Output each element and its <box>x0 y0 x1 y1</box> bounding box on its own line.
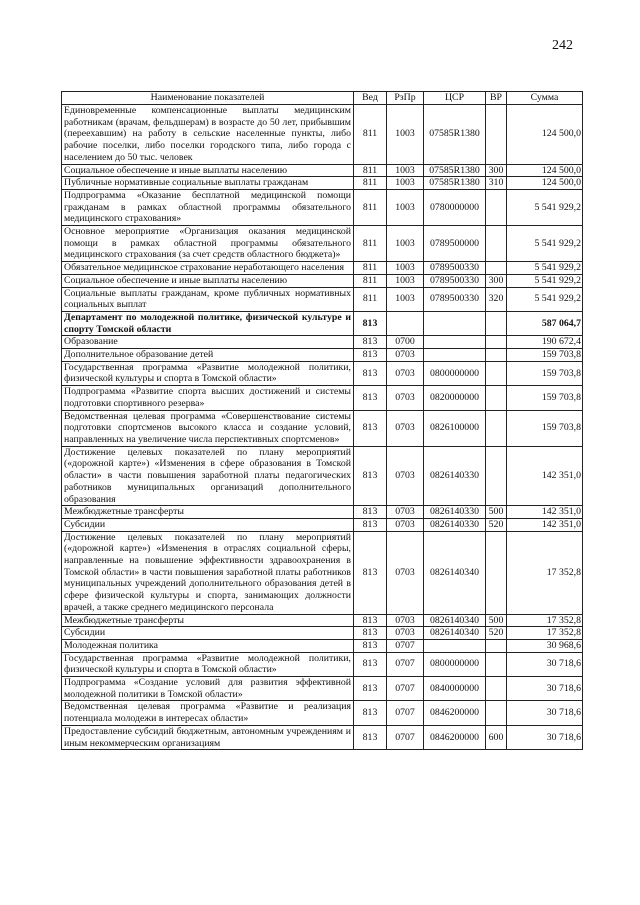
table-row <box>62 518 583 531</box>
cell-rzpr: 1003 <box>387 262 424 275</box>
cell-csr: 0789500330 <box>424 262 486 275</box>
header-rzpr: РзПр <box>387 92 424 105</box>
cell-csr <box>424 336 486 349</box>
cell-vr <box>486 446 507 506</box>
cell-rzpr <box>387 311 424 335</box>
cell-ved: 811 <box>354 164 387 177</box>
cell-ved: 813 <box>354 518 387 531</box>
cell-vr: 500 <box>486 506 507 519</box>
cell-ved: 813 <box>354 446 387 506</box>
cell-name: Социальные выплаты гражданам, кроме публичных нормативных социальных выплат <box>62 287 354 311</box>
cell-csr: 07585R1380 <box>424 105 486 165</box>
cell-csr: 0780000000 <box>424 189 486 225</box>
cell-vr: 500 <box>486 614 507 627</box>
header-sum: Сумма <box>507 92 583 105</box>
page-number: 242 <box>552 38 573 53</box>
cell-rzpr: 1003 <box>387 177 424 190</box>
cell-name: Предоставление субсидий бюджетным, автономным учреждениям и иным некоммерческим организациям <box>62 725 354 749</box>
cell-sum: 5 541 929,2 <box>507 262 583 275</box>
cell-name: Социальное обеспечение и иные выплаты населению <box>62 164 354 177</box>
cell-rzpr: 0707 <box>387 725 424 749</box>
cell-csr: 0826140330 <box>424 446 486 506</box>
cell-sum: 30 718,6 <box>507 701 583 725</box>
table-row <box>62 189 583 225</box>
cell-name: Социальное обеспечение и иные выплаты населению <box>62 274 354 287</box>
cell-sum: 5 541 929,2 <box>507 274 583 287</box>
table-row <box>62 177 583 190</box>
table-row <box>62 287 583 311</box>
cell-rzpr: 1003 <box>387 189 424 225</box>
header-ved: Вед <box>354 92 387 105</box>
cell-ved: 813 <box>354 652 387 676</box>
table-row <box>62 614 583 627</box>
table-row <box>62 262 583 275</box>
cell-name: Основное мероприятие «Организация оказания медицинской помощи в рамках областной программы обязательного медицинского страхования (за счет средств областного бюджета)» <box>62 226 354 262</box>
cell-name: Обязательное медицинское страхование неработающего населения <box>62 262 354 275</box>
cell-vr <box>486 311 507 335</box>
cell-csr: 07585R1380 <box>424 164 486 177</box>
cell-rzpr: 1003 <box>387 226 424 262</box>
table-row <box>62 164 583 177</box>
table-body <box>62 105 583 750</box>
cell-ved: 811 <box>354 105 387 165</box>
cell-csr: 07585R1380 <box>424 177 486 190</box>
cell-ved: 813 <box>354 506 387 519</box>
cell-sum: 142 351,0 <box>507 518 583 531</box>
cell-csr: 0826140340 <box>424 614 486 627</box>
cell-name: Межбюджетные трансферты <box>62 614 354 627</box>
cell-csr: 0789500330 <box>424 287 486 311</box>
cell-csr: 0826100000 <box>424 410 486 446</box>
cell-sum: 30 718,6 <box>507 677 583 701</box>
cell-ved: 813 <box>354 627 387 640</box>
cell-rzpr: 0703 <box>387 410 424 446</box>
table-row <box>62 386 583 410</box>
cell-sum: 30 968,6 <box>507 639 583 652</box>
cell-ved: 811 <box>354 189 387 225</box>
cell-vr <box>486 349 507 362</box>
cell-ved: 813 <box>354 349 387 362</box>
table-row <box>62 652 583 676</box>
cell-vr <box>486 105 507 165</box>
table-row <box>62 506 583 519</box>
cell-name: Субсидии <box>62 518 354 531</box>
table-row <box>62 639 583 652</box>
cell-sum: 142 351,0 <box>507 506 583 519</box>
cell-sum: 124 500,0 <box>507 164 583 177</box>
budget-table <box>61 91 583 750</box>
table-row <box>62 627 583 640</box>
cell-rzpr: 0707 <box>387 652 424 676</box>
cell-sum: 17 352,8 <box>507 627 583 640</box>
cell-vr: 520 <box>486 518 507 531</box>
cell-vr: 310 <box>486 177 507 190</box>
cell-rzpr: 0703 <box>387 361 424 385</box>
cell-sum: 5 541 929,2 <box>507 226 583 262</box>
cell-name: Ведомственная целевая программа «Совершенствование системы подготовки спортсменов высокого класса и создание условий, направленных на увеличение числа перспективных спортсменов» <box>62 410 354 446</box>
cell-vr: 520 <box>486 627 507 640</box>
cell-rzpr: 1003 <box>387 164 424 177</box>
cell-csr: 0800000000 <box>424 652 486 676</box>
cell-vr: 600 <box>486 725 507 749</box>
table-row <box>62 226 583 262</box>
cell-rzpr: 0703 <box>387 614 424 627</box>
cell-vr <box>486 677 507 701</box>
cell-sum: 159 703,8 <box>507 410 583 446</box>
cell-csr: 0840000000 <box>424 677 486 701</box>
cell-name: Подпрограмма «Создание условий для развития эффективной молодежной политики в Томской области» <box>62 677 354 701</box>
table-row <box>62 361 583 385</box>
table-row <box>62 336 583 349</box>
table-row <box>62 677 583 701</box>
table-row <box>62 410 583 446</box>
cell-name: Дополнительное образование детей <box>62 349 354 362</box>
cell-sum: 159 703,8 <box>507 361 583 385</box>
table-row <box>62 105 583 165</box>
cell-name: Образование <box>62 336 354 349</box>
cell-name: Департамент по молодежной политике, физической культуре и спорту Томской области <box>62 311 354 335</box>
cell-ved: 813 <box>354 725 387 749</box>
cell-csr: 0846200000 <box>424 701 486 725</box>
cell-name: Подпрограмма «Развитие спорта высших достижений и системы подготовки спортивного резерва» <box>62 386 354 410</box>
cell-rzpr: 0700 <box>387 336 424 349</box>
cell-csr: 0820000000 <box>424 386 486 410</box>
cell-ved: 813 <box>354 336 387 349</box>
cell-rzpr: 0707 <box>387 677 424 701</box>
cell-sum: 5 541 929,2 <box>507 287 583 311</box>
table-row <box>62 274 583 287</box>
cell-ved: 811 <box>354 226 387 262</box>
cell-csr <box>424 349 486 362</box>
cell-rzpr: 0703 <box>387 446 424 506</box>
cell-sum: 159 703,8 <box>507 349 583 362</box>
cell-vr <box>486 189 507 225</box>
cell-ved: 811 <box>354 262 387 275</box>
table-header-row <box>62 92 583 105</box>
cell-csr <box>424 639 486 652</box>
cell-csr: 0826140340 <box>424 627 486 640</box>
cell-sum: 124 500,0 <box>507 177 583 190</box>
table-row <box>62 311 583 335</box>
table-row <box>62 725 583 749</box>
table-row <box>62 349 583 362</box>
cell-sum: 587 064,7 <box>507 311 583 335</box>
cell-vr <box>486 262 507 275</box>
cell-vr <box>486 410 507 446</box>
cell-ved: 813 <box>354 361 387 385</box>
cell-vr: 320 <box>486 287 507 311</box>
cell-vr <box>486 336 507 349</box>
cell-csr: 0826140330 <box>424 518 486 531</box>
cell-vr <box>486 226 507 262</box>
cell-ved: 811 <box>354 274 387 287</box>
cell-vr <box>486 386 507 410</box>
cell-csr: 0789500330 <box>424 274 486 287</box>
cell-vr: 300 <box>486 274 507 287</box>
cell-sum: 159 703,8 <box>507 386 583 410</box>
cell-name: Межбюджетные трансферты <box>62 506 354 519</box>
cell-vr <box>486 701 507 725</box>
cell-ved: 813 <box>354 386 387 410</box>
cell-rzpr: 0703 <box>387 506 424 519</box>
header-name: Наименование показателей <box>62 92 354 105</box>
cell-csr: 0800000000 <box>424 361 486 385</box>
cell-sum: 124 500,0 <box>507 105 583 165</box>
cell-rzpr: 0703 <box>387 531 424 614</box>
cell-vr <box>486 531 507 614</box>
table-row <box>62 446 583 506</box>
cell-name: Государственная программа «Развитие молодежной политики, физической культуры и спорта в Томской области» <box>62 361 354 385</box>
cell-name: Публичные нормативные социальные выплаты гражданам <box>62 177 354 190</box>
header-csr: ЦСР <box>424 92 486 105</box>
cell-rzpr: 0703 <box>387 349 424 362</box>
cell-rzpr: 0707 <box>387 639 424 652</box>
cell-name: Достижение целевых показателей по плану мероприятий («дорожной карте») «Изменения в сфере образования в Томской области» в части повышения заработной платы педагогических работников муниципальных организаций дополнительного образования <box>62 446 354 506</box>
cell-rzpr: 0703 <box>387 518 424 531</box>
cell-sum: 30 718,6 <box>507 725 583 749</box>
cell-ved: 813 <box>354 410 387 446</box>
cell-name: Субсидии <box>62 627 354 640</box>
table-row <box>62 701 583 725</box>
cell-csr: 0826140340 <box>424 531 486 614</box>
cell-ved: 811 <box>354 177 387 190</box>
cell-rzpr: 0703 <box>387 386 424 410</box>
cell-ved: 811 <box>354 287 387 311</box>
cell-name: Подпрограмма «Оказание бесплатной медицинской помощи гражданам в рамках областной программы обязательного медицинского страхования» <box>62 189 354 225</box>
cell-sum: 17 352,8 <box>507 531 583 614</box>
cell-vr <box>486 652 507 676</box>
cell-rzpr: 1003 <box>387 287 424 311</box>
cell-sum: 5 541 929,2 <box>507 189 583 225</box>
cell-ved: 813 <box>354 311 387 335</box>
cell-rzpr: 1003 <box>387 105 424 165</box>
cell-name: Ведомственная целевая программа «Развитие и реализация потенциала молодежи в интересах области» <box>62 701 354 725</box>
cell-name: Достижение целевых показателей по плану мероприятий («дорожной карте») «Изменения в отраслях социальной сферы, направленные на повышение эффективности здравоохранения в Томской области» в части повышения заработной платы работников муниципальных учреждений дополнительного образования детей в сфере физической культуры и спорта, занимающих должности врачей, а также среднего медицинского персонала <box>62 531 354 614</box>
cell-name: Молодежная политика <box>62 639 354 652</box>
cell-name: Единовременные компенсационные выплаты медицинским работникам (врачам, фельдшерам) в возрасте до 50 лет, прибывшим (переехавшим) на работу в сельские населенные пункты, либо рабочие поселки, либо поселки городского типа, либо города с населением до 50 тыс. человек <box>62 105 354 165</box>
cell-vr <box>486 639 507 652</box>
table-row <box>62 531 583 614</box>
cell-vr <box>486 361 507 385</box>
cell-ved: 813 <box>354 639 387 652</box>
cell-rzpr: 1003 <box>387 274 424 287</box>
cell-name: Государственная программа «Развитие молодежной политики, физической культуры и спорта в Томской области» <box>62 652 354 676</box>
cell-rzpr: 0707 <box>387 701 424 725</box>
cell-sum: 17 352,8 <box>507 614 583 627</box>
cell-csr <box>424 311 486 335</box>
cell-sum: 142 351,0 <box>507 446 583 506</box>
cell-ved: 813 <box>354 614 387 627</box>
cell-ved: 813 <box>354 701 387 725</box>
cell-ved: 813 <box>354 677 387 701</box>
cell-csr: 0789500000 <box>424 226 486 262</box>
cell-rzpr: 0703 <box>387 627 424 640</box>
header-vr: ВР <box>486 92 507 105</box>
cell-csr: 0826140330 <box>424 506 486 519</box>
cell-ved: 813 <box>354 531 387 614</box>
cell-sum: 30 718,6 <box>507 652 583 676</box>
cell-vr: 300 <box>486 164 507 177</box>
cell-csr: 0846200000 <box>424 725 486 749</box>
cell-sum: 190 672,4 <box>507 336 583 349</box>
